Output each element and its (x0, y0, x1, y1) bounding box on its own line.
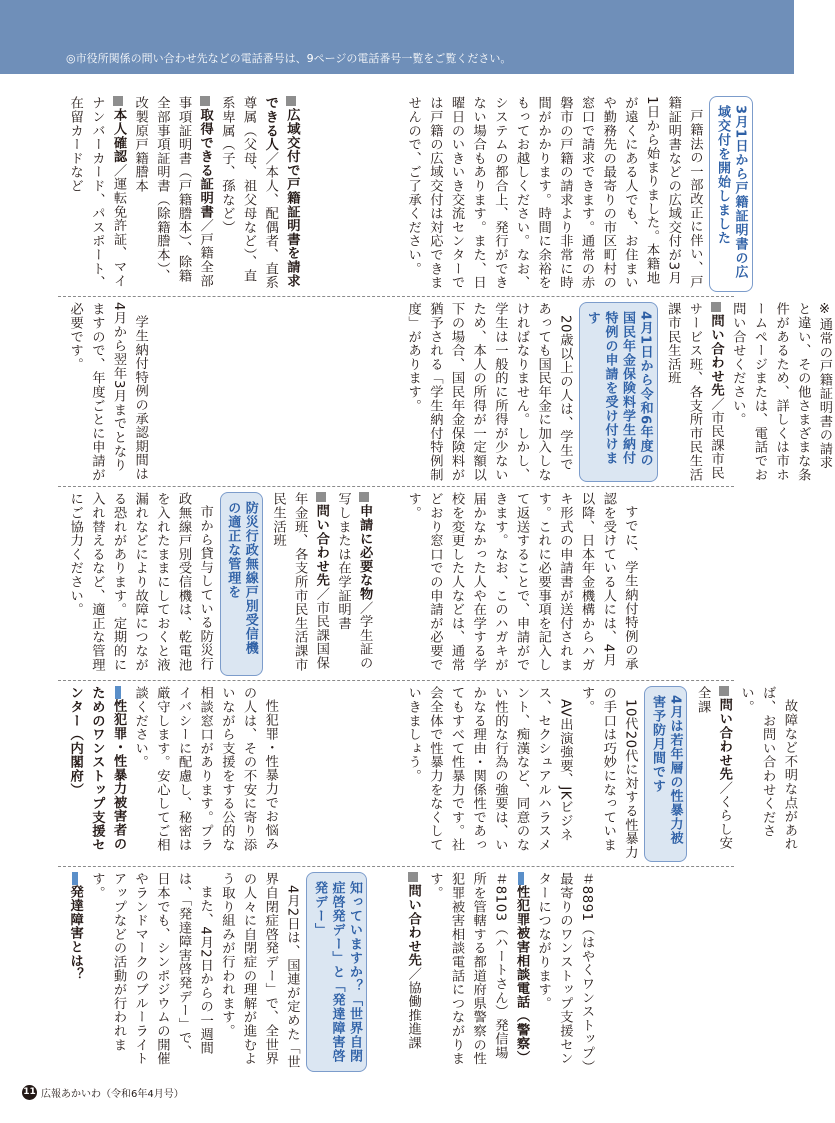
onestop-text: ＃8891（はやくワンストップ）最寄りのワンストップ支援センターにつながります。 (535, 872, 595, 1067)
koseki-note: ※通常の戸籍証明書の請求と違い、その他さまざまな条件があるため、詳しくは市ホームページまたは、電話でお問い合せください。 (730, 302, 832, 482)
blue-bar-icon (518, 872, 524, 885)
square-bullet-icon (286, 96, 296, 106)
nenkin-need: 申請に必要な物／学生証の写しまたは在学証明書 (335, 492, 373, 670)
seiboryoku-contact: 問い合わせ先／協働推進課 (402, 872, 424, 1072)
square-bullet-icon (719, 686, 729, 696)
bosai-col (58, 492, 396, 676)
section-divider (58, 680, 734, 681)
square-bullet-icon (316, 492, 326, 502)
jiheisho-heading: 知っていますか？「世界自閉症啓発デー」と「発達障害啓発デー」 (306, 872, 367, 1072)
square-bullet-icon (711, 302, 721, 312)
jiheisho-col (58, 872, 396, 1072)
section-jiheisho (58, 872, 734, 1072)
seiboryoku-body-2: AV出演強要、JKビジネス、セクシュアルハラスメント、痴漢など、同意のない性的な行為の強要は、いかなる理由・関係性であってもすべて性暴力です。社会全体で性暴力をなくしていきましょう。 (405, 686, 573, 852)
section-divider (58, 866, 734, 867)
nenkin-body-1: 20歳以上の人は、学生であっても国民年金に加入しなければなりません。しかし、学生は一般的に所得が少ないため、本人の所得が一定額以下の場合、国民年金保険料が猶予される「学生納付特例制度」があります。 (405, 302, 573, 482)
page-header-band (0, 0, 794, 74)
jiheisho-body-2: また、4月2日からの一週間は、「発達障害啓発デー」で、日本でも、シンポジウムの開催やランドマークのブルーライトアップなどの活動が行われます。 (89, 872, 213, 1066)
section-divider (58, 296, 734, 297)
blue-bar-icon (72, 872, 78, 885)
koseki-col-1 (396, 96, 748, 292)
nenkin-contact: 問い合わせ先／市民課国保年金班、各支所市民生活課市民生活班 (270, 492, 329, 672)
bosai-contact: 問い合わせ先／くらし安全課 (695, 686, 732, 850)
seiboryoku-heading: 4月は若年層の性暴力被害予防月間です (644, 686, 687, 862)
square-bullet-icon (113, 96, 123, 106)
nenkin-col-1 (396, 302, 832, 482)
section-seiboryoku (58, 686, 797, 862)
section-divider (58, 486, 734, 487)
jiheisho-body-1: 4月2日は、国連が定めた「世界自閉症啓発デー」で、全世界の人々に自閉症の理解が進むよう取り組みが行われます。 (219, 872, 300, 1069)
koseki-col-2 (58, 96, 396, 292)
bosai-body-1: 市から貸与している防災行政無線戸別受信機は、乾電池を入れたままにしておくと液漏れなどにより故障につながる恐れがあります。定期的に入れ替えるなど、適正な管理にご協力ください。 (67, 492, 213, 672)
seiboryoku-col-2 (58, 686, 396, 862)
koseki-heading: 3月1日から戸籍証明書の広域交付を開始しました (709, 96, 752, 292)
koseki-item-certificates: 取得できる証明書／戸籍全部事項証明書（戸籍謄本）、除籍全部事項証明書（除籍謄本）、改製原戸籍謄本 (132, 96, 213, 288)
phone-directory-notice: ◎市役所関係の問い合わせ先などの電話番号は、9ページの電話番号一覧をご覧ください。 (66, 52, 512, 65)
seiboryoku-body-1: 10代20代に対する性暴力の手口は巧妙になっています。 (579, 686, 638, 860)
onestop-center: 性犯罪・性暴力被害者のためのワンストップ支援センター（内閣府） (67, 686, 127, 852)
page-footer (22, 1085, 184, 1100)
section-bosai-musen (58, 492, 734, 676)
page-number: 11 (22, 1085, 37, 1100)
bosai-body-2: 故障など不明な点があれば、お問い合わせください。 (738, 686, 797, 852)
bosai-heading: 防災行政無線戸別受信機の適正な管理を (220, 492, 263, 676)
seiboryoku-col-1 (396, 686, 797, 862)
koseki-body: 戸籍法の一部改正に伴い、戸籍証明書などの広域交付が3月1日から始まりました。本籍地が遠くにある人でも、お住まいや勤務先の最寄りの市区町村の窓口で請求できます。通常の赤磐市の戸籍の請求より非常に時間がかかります。時間に余裕をもってお越しください。なお、システムの都合上、発行ができない場合もあります。また、日曜日のいきいき交流センターでは戸籍の広域交付は対応できませんので、ご了承ください。 (405, 96, 703, 290)
seiboryoku-body-3: 性犯罪・性暴力でお悩みの人は、その不安に寄り添いながら支援をする公的な相談窓口があります。プライバシーに配慮し、秘密は厳守します。安心してご相談ください。 (132, 686, 278, 852)
nenkin-body-4: すでに、学生納付特例の承認を受けている人には、4月以降、日本年金機構からハガキ形式の申請書が送付されます。これに必要事項を記入して返送することで、申請ができます。なお、このハガキが届かなかった人や在学する学校を変更した人などは、通常どおり窓口での申請が必要です。 (405, 492, 638, 672)
nenkin-col-2 (58, 302, 396, 482)
seiboryoku-col-3 (396, 872, 734, 1072)
publication-name: 広報あかいわ（令和6年4月号） (41, 1089, 184, 1100)
square-bullet-icon (200, 96, 210, 106)
section-koseki-kouiki (58, 96, 748, 292)
police-hotline: 性犯罪被害相談電話（警察） (510, 872, 532, 1072)
section-gakusei-nofu (58, 302, 832, 482)
blue-bar-icon (115, 686, 121, 699)
square-bullet-icon (408, 872, 418, 882)
koseki-item-id: 本人確認／運転免許証、マイナンバーカード、パスポート、在留カードなど (67, 96, 127, 290)
nenkin-col-3 (396, 492, 734, 676)
hattatsu-subheading: 発達障害とは？ (64, 872, 86, 1072)
koseki-contact: 問い合わせ先／市民課市民サービス班、各支所市民生活課市民生活班 (665, 302, 724, 482)
police-hotline-text: ＃8103（ハートさん）発信場所を管轄する都道府県警察の性犯罪被害相談電話につながります。 (427, 872, 508, 1066)
square-bullet-icon (359, 492, 369, 502)
nenkin-heading: 4月1日から令和6年度の国民年金保険料学生納付特例の申請を受け付けます (579, 302, 657, 482)
koseki-item-eligible: 広域交付で戸籍証明書を請求できる人／本人、配偶者、直系尊属（父母、祖父母など）、直系卑属（子、孫など） (219, 96, 300, 290)
nenkin-body-2: 学生納付特例の承認期間は4月から翌年3月までとなりますので、年度ごとに申請が必要です。 (67, 302, 148, 482)
